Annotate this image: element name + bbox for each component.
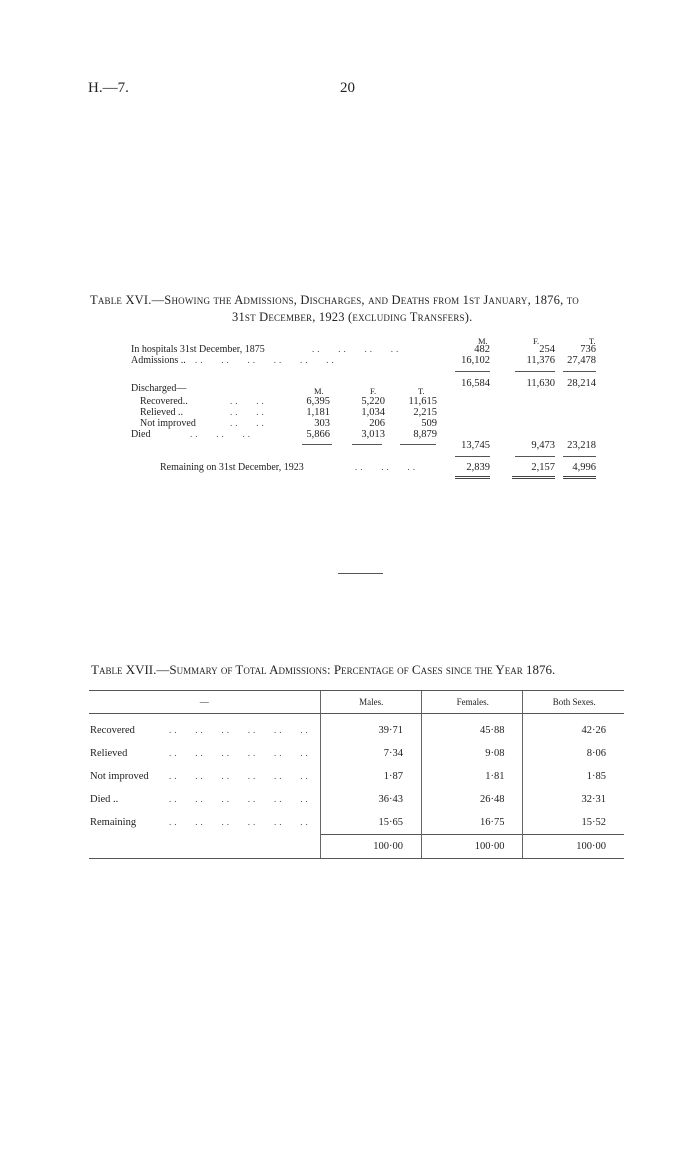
cell-both: 1·85	[523, 765, 624, 788]
leader-dots: .. .. .. .. .. ..	[169, 725, 311, 735]
row-label	[89, 788, 320, 811]
t16-discharged-m: 303	[314, 418, 330, 429]
cell-females: 26·48	[421, 788, 522, 811]
table-row	[89, 788, 624, 811]
leader-dots: .. .. .. .. .. ..	[169, 748, 311, 758]
row-label-text: Not improved	[90, 771, 149, 782]
double-rule	[512, 476, 555, 479]
total-males: 100·00	[320, 835, 421, 859]
row-label-text: Relieved	[90, 748, 128, 759]
t16-row-f: 254	[539, 344, 555, 355]
t16-head-f: F.	[533, 336, 540, 346]
cell-females: 16·75	[421, 811, 522, 835]
t16-row-label: Admissions ..	[131, 355, 186, 366]
row-label	[89, 742, 320, 765]
table-row	[89, 742, 624, 765]
rule	[455, 371, 490, 372]
table17	[89, 690, 624, 859]
t16-discharged-f: 1,034	[361, 407, 385, 418]
t16-discharged-m: 5,866	[306, 429, 330, 440]
cell-males: 7·34	[320, 742, 421, 765]
t16-sub-head-f: F.	[370, 386, 377, 396]
t16-head-m: M.	[478, 336, 488, 346]
t16-discharged-f: 206	[369, 418, 385, 429]
table17-head-blank: —	[89, 691, 320, 714]
rule	[400, 444, 436, 445]
rule	[563, 456, 596, 457]
t16-leader-dots: .. .. .. .. .. ..	[195, 355, 337, 365]
t16-leader-dots: .. ..	[230, 418, 267, 428]
cell-females: 1·81	[421, 765, 522, 788]
cell-males: 1·87	[320, 765, 421, 788]
leader-dots: .. .. .. .. .. ..	[169, 794, 311, 804]
t16-leader-dots: .. .. ..	[355, 462, 418, 472]
t16-discharged-row-label: Recovered..	[140, 396, 188, 407]
t16-discharged-total-t: 23,218	[567, 440, 596, 451]
t16-discharged-total-f: 9,473	[531, 440, 555, 451]
t16-discharged-f: 3,013	[361, 429, 385, 440]
double-rule	[563, 476, 596, 479]
t16-row-t: 27,478	[567, 355, 596, 366]
row-label-text: Remaining	[90, 817, 137, 829]
totals-blank	[89, 835, 320, 859]
t16-remaining-f: 2,157	[531, 462, 555, 473]
rule	[563, 371, 596, 372]
cell-males: 15·65	[320, 811, 421, 835]
total-both: 100·00	[523, 835, 624, 859]
row-label	[89, 811, 320, 835]
t16-remaining-m: 2,839	[466, 462, 490, 473]
rule	[455, 456, 490, 457]
cell-both: 32·31	[523, 788, 624, 811]
rule	[302, 444, 332, 445]
t16-leader-dots: .. .. .. ..	[312, 344, 402, 354]
t16-subtotal-f: 11,630	[526, 378, 555, 389]
row-label	[89, 714, 320, 743]
table16-title-line2: 31st December, 1923 (excluding Transfers).	[232, 310, 473, 324]
table17-title: Table XVII.—Summary of Total Admissions: Percentage of Cases since the Year 1876.	[91, 662, 556, 677]
t16-discharged-t: 8,879	[413, 429, 437, 440]
double-rule	[455, 476, 490, 479]
row-label-text: Died ..	[90, 794, 119, 805]
t16-remaining-t: 4,996	[572, 462, 596, 473]
cell-males: 39·71	[320, 714, 421, 743]
rule	[515, 371, 555, 372]
t16-subtotal-t: 28,214	[567, 378, 596, 389]
table-row	[89, 811, 624, 835]
t16-leader-dots: .. .. ..	[190, 429, 253, 439]
t16-sub-head-m: M.	[314, 386, 324, 396]
table17-header-row	[89, 691, 624, 714]
t16-row-t: 736	[580, 344, 596, 355]
t16-discharged-total-m: 13,745	[461, 440, 490, 451]
t16-discharged-m: 1,181	[306, 407, 330, 418]
t16-discharged-f: 5,220	[361, 396, 385, 407]
row-label	[89, 765, 320, 788]
t16-discharged-t: 11,615	[408, 396, 437, 407]
rule	[515, 456, 555, 457]
leader-dots: .. .. .. .. .. ..	[169, 771, 311, 781]
t16-leader-dots: .. ..	[230, 396, 267, 406]
table16-title-line1: Table XVI.—Showing the Admissions, Discharges, and Deaths from 1st January, 1876, to	[90, 293, 579, 307]
cell-females: 9·08	[421, 742, 522, 765]
t16-discharged-row-label: Not improved	[140, 418, 196, 429]
t16-discharged-t: 509	[421, 418, 437, 429]
table17-head-both: Both Sexes.	[523, 691, 624, 714]
t16-discharged-row-label: Relieved ..	[140, 407, 184, 418]
cell-males: 36·43	[320, 788, 421, 811]
t16-sub-head-t: T.	[418, 386, 425, 396]
cell-both: 42·26	[523, 714, 624, 743]
table17-totals-row	[89, 835, 624, 859]
t16-discharged-t: 2,215	[413, 407, 437, 418]
table-row	[89, 765, 624, 788]
table17-head-males: Males.	[320, 691, 421, 714]
leader-dots: .. .. .. .. .. ..	[169, 817, 311, 828]
t16-row-m: 482	[474, 344, 490, 355]
page-number: 20	[340, 80, 355, 96]
t16-row-m: 16,102	[461, 355, 490, 366]
t16-subtotal-m: 16,584	[461, 378, 490, 389]
t16-discharged-label: Discharged—	[131, 383, 187, 394]
row-label-text: Recovered	[90, 725, 135, 736]
t16-row-label: In hospitals 31st December, 1875	[131, 344, 265, 355]
t16-leader-dots: .. ..	[230, 407, 267, 417]
t16-discharged-m: 6,395	[306, 396, 330, 407]
t16-remaining-label: Remaining on 31st December, 1923	[160, 462, 304, 473]
rule	[352, 444, 382, 445]
t16-discharged-row-label: Died	[131, 429, 151, 440]
table-row	[89, 714, 624, 743]
t16-head-t: T.	[589, 336, 596, 346]
table17-head-females: Females.	[421, 691, 522, 714]
cell-both: 8·06	[523, 742, 624, 765]
document-code: H.—7.	[88, 80, 129, 96]
total-females: 100·00	[421, 835, 522, 859]
section-divider	[338, 573, 383, 574]
t16-row-f: 11,376	[526, 355, 555, 366]
cell-females: 45·88	[421, 714, 522, 743]
cell-both: 15·52	[523, 811, 624, 835]
